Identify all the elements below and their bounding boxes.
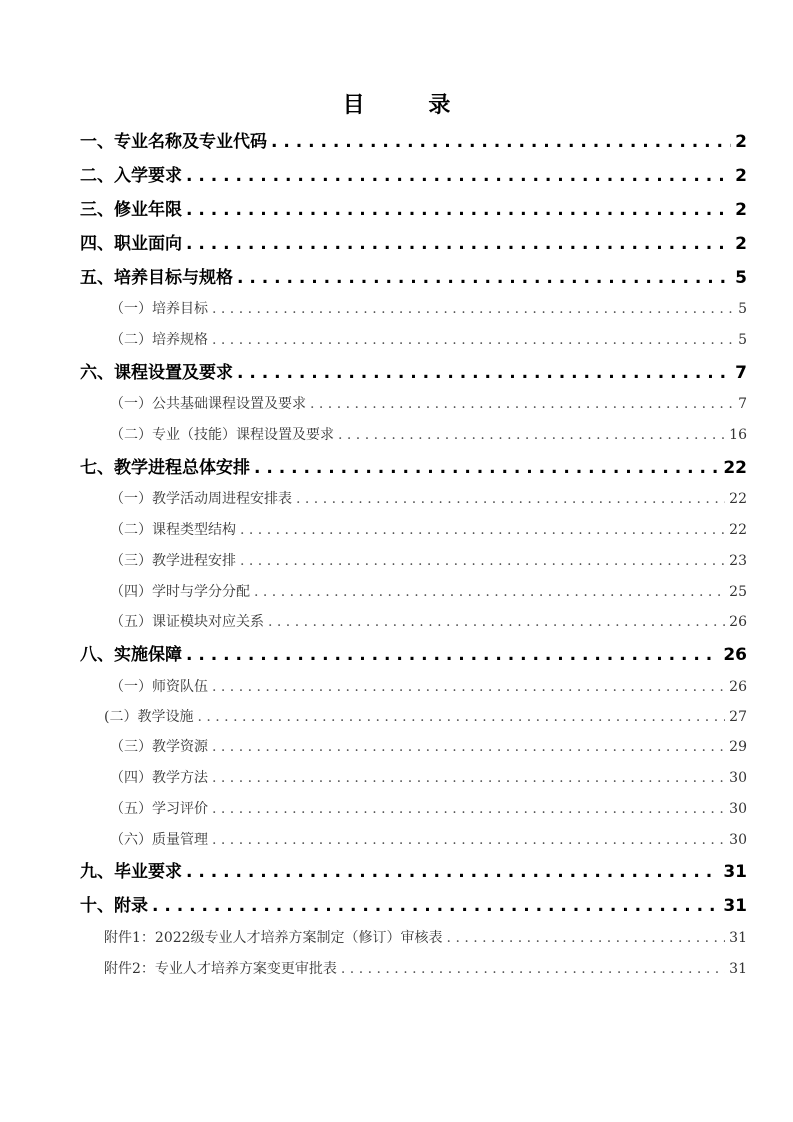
dot-leader xyxy=(186,163,731,189)
toc-entry[interactable] xyxy=(80,859,747,885)
toc-entry-label: 八、实施保障 xyxy=(80,645,182,665)
dot-leader xyxy=(212,767,725,789)
dot-leader xyxy=(237,265,731,291)
toc-entry-label: （二）专业（技能）课程设置及要求 xyxy=(110,427,334,443)
toc-entry[interactable] xyxy=(80,360,747,386)
toc-entry[interactable] xyxy=(80,265,747,291)
toc-entry-label: （五）学习评价 xyxy=(110,801,208,817)
dot-leader xyxy=(310,393,734,415)
toc-subentry[interactable] xyxy=(110,736,747,758)
toc-entry-page: 5 xyxy=(738,301,747,317)
toc-entry-page: 26 xyxy=(729,614,747,630)
toc-entry-label: （六）质量管理 xyxy=(110,832,208,848)
dot-leader xyxy=(296,488,725,510)
toc-entry-page: 2 xyxy=(735,234,747,254)
toc-subentry[interactable] xyxy=(110,329,747,351)
toc-entry-page: 26 xyxy=(729,679,747,695)
toc-entry-label: （一）师资队伍 xyxy=(110,679,208,695)
toc-entry[interactable] xyxy=(80,642,747,668)
toc-appendix-entry[interactable] xyxy=(104,958,747,980)
dot-leader xyxy=(338,424,725,446)
toc-entry-page: 16 xyxy=(729,427,747,443)
dot-leader xyxy=(197,706,725,728)
toc-subentry[interactable] xyxy=(110,581,747,603)
dot-leader xyxy=(212,798,725,820)
toc-entry[interactable] xyxy=(80,129,747,155)
toc-subentry[interactable] xyxy=(110,488,747,510)
dot-leader xyxy=(240,519,725,541)
toc-entry-page: 2 xyxy=(735,132,747,152)
dot-leader xyxy=(271,129,731,155)
toc-entry-label: 七、教学进程总体安排 xyxy=(80,458,250,478)
toc-entry-label: 三、修业年限 xyxy=(80,200,182,220)
toc-entry-label: 五、培养目标与规格 xyxy=(80,268,233,288)
dot-leader xyxy=(152,893,719,919)
toc-entry-page: 22 xyxy=(729,491,747,507)
toc-entry-page: 31 xyxy=(723,862,747,882)
toc-entry-label: （一）公共基础课程设置及要求 xyxy=(110,396,306,412)
toc-entry-label: （三）教学资源 xyxy=(110,739,208,755)
toc-entry-label: 二、入学要求 xyxy=(80,166,182,186)
dot-leader xyxy=(186,642,719,668)
toc-entry-label: （一）培养目标 xyxy=(110,301,208,317)
toc-subentry[interactable] xyxy=(110,519,747,541)
toc-entry[interactable] xyxy=(80,231,747,257)
toc-entry-label: 六、课程设置及要求 xyxy=(80,363,233,383)
dot-leader xyxy=(186,231,731,257)
page-title: 目 录 xyxy=(342,92,479,118)
toc-entry-label: （四）教学方法 xyxy=(110,770,208,786)
toc-entry-page: 5 xyxy=(735,268,747,288)
toc-entry-page: 30 xyxy=(729,770,747,786)
toc-entry-label: 四、职业面向 xyxy=(80,234,182,254)
toc-entry-page: 31 xyxy=(723,896,747,916)
toc-subentry[interactable] xyxy=(110,550,747,572)
toc-entry-page: 22 xyxy=(723,458,747,478)
toc-entry-page: 25 xyxy=(729,584,747,600)
toc-subentry[interactable] xyxy=(104,706,747,728)
toc-entry-page: 5 xyxy=(738,332,747,348)
toc-entry-label: （五）课证模块对应关系 xyxy=(110,614,264,630)
toc-entry-label: 附件2：专业人才培养方案变更审批表 xyxy=(104,961,337,977)
toc-entry-page: 26 xyxy=(723,645,747,665)
dot-leader xyxy=(341,958,725,980)
toc-entry-label: （二）培养规格 xyxy=(110,332,208,348)
toc-appendix-entry[interactable] xyxy=(104,927,747,949)
dot-leader xyxy=(212,298,734,320)
dot-leader xyxy=(212,676,725,698)
toc-entry[interactable] xyxy=(80,455,747,481)
toc-entry-page: 29 xyxy=(729,739,747,755)
toc-entry[interactable] xyxy=(80,163,747,189)
toc-entry-page: 31 xyxy=(729,961,747,977)
toc-entry-label: （一）教学活动周进程安排表 xyxy=(110,491,292,507)
toc-subentry[interactable] xyxy=(110,298,747,320)
toc-entry[interactable] xyxy=(80,197,747,223)
toc-entry-page: 30 xyxy=(729,832,747,848)
toc-entry-label: 十、附录 xyxy=(80,896,148,916)
toc-entry-label: 九、毕业要求 xyxy=(80,862,182,882)
toc-entry-page: 2 xyxy=(735,200,747,220)
dot-leader xyxy=(212,736,725,758)
toc-entry-page: 22 xyxy=(729,522,747,538)
toc-subentry[interactable] xyxy=(110,611,747,633)
dot-leader xyxy=(237,360,731,386)
toc-subentry[interactable] xyxy=(110,424,747,446)
toc-entry-page: 7 xyxy=(738,396,747,412)
dot-leader xyxy=(186,859,719,885)
dot-leader xyxy=(212,329,734,351)
dot-leader xyxy=(268,611,725,633)
toc-entry-label: 附件1：2022级专业人才培养方案制定（修订）审核表 xyxy=(104,930,443,946)
dot-leader xyxy=(212,829,725,851)
toc-entry-page: 27 xyxy=(729,709,747,725)
toc-subentry[interactable] xyxy=(110,393,747,415)
toc-entry-page: 23 xyxy=(729,553,747,569)
toc-subentry[interactable] xyxy=(110,798,747,820)
dot-leader xyxy=(254,581,725,603)
toc-subentry[interactable] xyxy=(110,676,747,698)
dot-leader xyxy=(447,927,726,949)
toc-subentry[interactable] xyxy=(110,767,747,789)
dot-leader xyxy=(240,550,725,572)
toc-entry-label: 一、专业名称及专业代码 xyxy=(80,132,267,152)
toc-entry-page: 31 xyxy=(729,930,747,946)
toc-entry-label: (二）教学设施 xyxy=(104,709,194,725)
toc-entry-page: 7 xyxy=(735,363,747,383)
toc-entry-label: （四）学时与学分分配 xyxy=(110,584,250,600)
toc-entry-page: 2 xyxy=(735,166,747,186)
toc-subentry[interactable] xyxy=(110,829,747,851)
toc-entry[interactable] xyxy=(80,893,747,919)
toc-entry-page: 30 xyxy=(729,801,747,817)
dot-leader xyxy=(186,197,731,223)
toc-entry-label: （三）教学进程安排 xyxy=(110,553,236,569)
dot-leader xyxy=(254,455,719,481)
toc-entry-label: （二）课程类型结构 xyxy=(110,522,236,538)
